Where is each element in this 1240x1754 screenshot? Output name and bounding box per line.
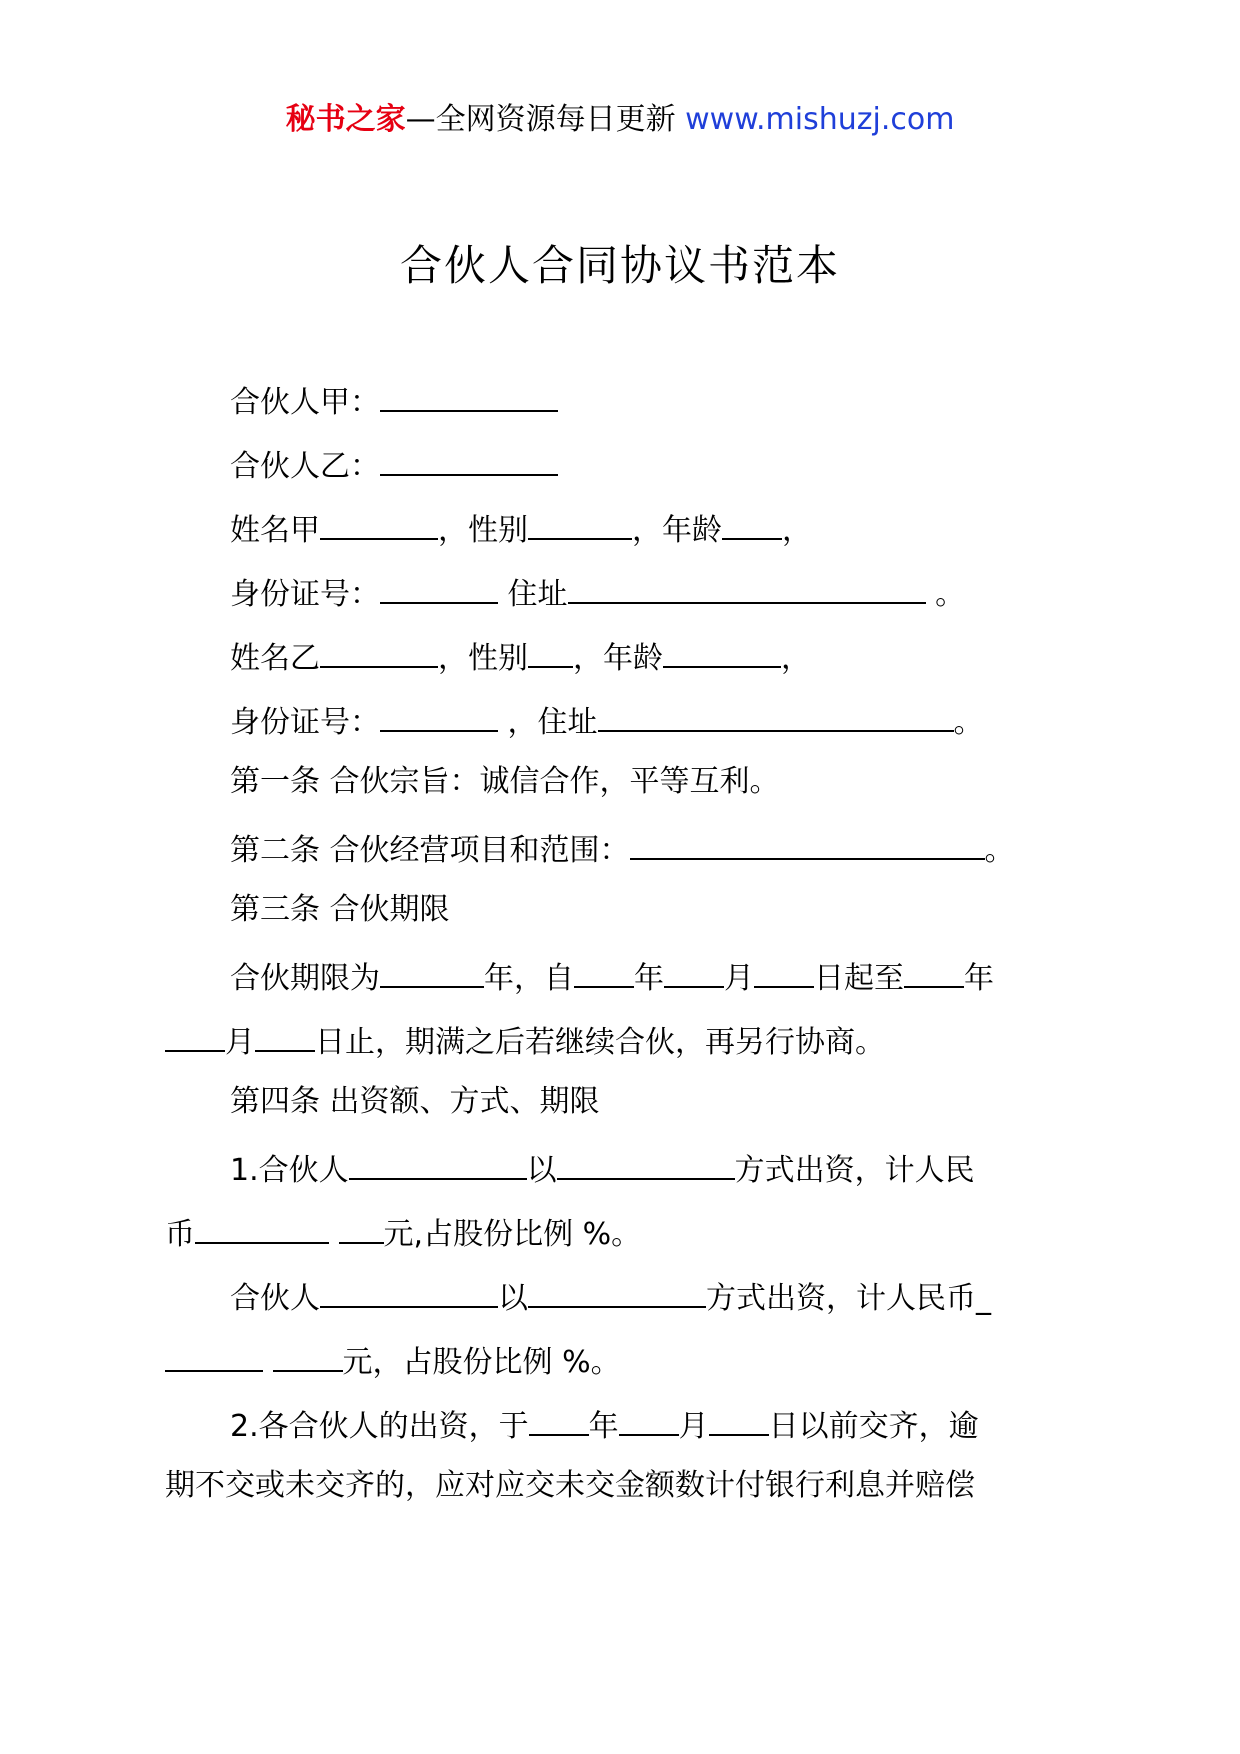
partner-b-blank[interactable] [380,442,558,476]
pay-year-blank[interactable] [529,1402,589,1436]
pay-day-blank[interactable] [709,1402,769,1436]
penalty-line [165,1466,975,1506]
id-a-blank[interactable] [380,570,498,604]
day-until-label: 日起至 [814,961,904,996]
contribution-2-line [230,1274,991,1319]
partner-b-line [230,442,558,487]
contributor-1-blank[interactable] [349,1146,527,1180]
gender-a-blank[interactable] [528,506,632,540]
document-title: 合伙人合同协议书范本 [399,241,840,290]
id-a-line [230,570,965,615]
year-label: 年 [588,1409,619,1444]
age-a-label: ，年龄 [632,513,722,548]
amount-1-blank[interactable] [195,1210,329,1244]
contribution-1-amount-line [165,1210,641,1255]
end-day-blank[interactable] [255,1018,315,1052]
method-1-blank[interactable] [557,1146,735,1180]
name-a-blank[interactable] [320,506,438,540]
id-b-line [230,698,984,743]
month-label: 月 [225,1025,255,1060]
name-b-label: 姓名乙 [230,641,320,676]
site-tagline: —全网资源每日更新 [405,102,676,137]
id-a-label: 身份证号： [230,577,380,612]
gender-b-blank[interactable] [528,634,573,668]
month-label: 月 [724,961,754,996]
amount-1-blank-2[interactable] [339,1210,384,1244]
method-text: 方式出资，计人民 [734,1153,975,1188]
partner-a-label: 合伙人甲： [230,385,380,420]
term-line-1 [230,954,994,999]
article-1 [230,762,780,802]
address-b-blank[interactable] [598,698,954,732]
method-2-blank[interactable] [528,1274,706,1308]
age-b-blank[interactable] [663,634,781,668]
gender-a-label: ，性别 [438,513,528,548]
address-a-blank[interactable] [568,570,926,604]
site-brand: 秘书之家 [285,102,406,137]
term-line-2 [165,1018,885,1063]
payment-deadline-line [230,1402,979,1447]
name-a-line [230,506,812,551]
article-3-heading [230,890,450,930]
payment-deadline-text: 日以前交齐，逾 [768,1409,979,1444]
term-from-label: 年，自 [484,961,574,996]
contribution-1-label: 1.合伙人 [230,1153,349,1188]
age-b-label: ，年龄 [573,641,663,676]
share-ratio-text: 元，占股份比例 %。 [342,1345,621,1380]
period-mark: 。 [925,577,966,612]
start-month-blank[interactable] [664,954,724,988]
currency-label: 币 [165,1217,195,1252]
method-text: 方式出资，计人民币_ [706,1281,991,1316]
amount-2-blank-2[interactable] [273,1338,343,1372]
gender-b-label: ，性别 [438,641,528,676]
term-end-text: 日止，期满之后若继续合伙，再另行协商。 [315,1025,885,1060]
article-1-text: 第一条 合伙宗旨：诚信合作，平等互利。 [230,764,780,799]
article-4-text: 第四条 出资额、方式、期限 [230,1084,600,1119]
age-a-blank[interactable] [722,506,782,540]
amount-2-blank[interactable] [165,1338,263,1372]
article-2 [230,826,1015,871]
share-ratio-text: 元,占股份比例 %。 [383,1217,642,1252]
pay-month-blank[interactable] [619,1402,679,1436]
penalty-text: 期不交或未交齐的，应对应交未交金额数计付银行利息并赔偿 [165,1468,975,1503]
contribution-1-line [230,1146,975,1191]
article-3-text: 第三条 合伙期限 [230,892,450,927]
address-a-label: 住址 [498,577,568,612]
payment-text: 2.各合伙人的出资，于 [230,1409,529,1444]
end-year-blank[interactable] [904,954,964,988]
end-month-blank[interactable] [165,1018,225,1052]
address-b-label: ，住址 [498,705,598,740]
comma: ， [782,513,812,548]
by-label: 以 [526,1153,557,1188]
period-mark: 。 [984,833,1015,868]
month-label: 月 [678,1409,709,1444]
contributor-2-blank[interactable] [320,1274,498,1308]
partner-b-label: 合伙人乙： [230,449,380,484]
partner-a-line [230,378,558,423]
start-year-blank[interactable] [574,954,634,988]
article-2-text: 第二条 合伙经营项目和范围： [230,833,630,868]
start-day-blank[interactable] [754,954,814,988]
contribution-2-label: 合伙人 [230,1281,320,1316]
id-b-blank[interactable] [380,698,498,732]
comma: ， [781,641,811,676]
partner-a-blank[interactable] [380,378,558,412]
year-label: 年 [634,961,664,996]
name-b-blank[interactable] [320,634,438,668]
term-label: 合伙期限为 [230,961,380,996]
period-mark: 。 [953,705,984,740]
site-url-link[interactable]: www.mishuzj.com [685,102,955,137]
by-label: 以 [498,1281,528,1316]
name-b-line [230,634,811,679]
article-4-heading [230,1082,600,1122]
site-header [0,100,1240,140]
name-a-label: 姓名甲 [230,513,320,548]
year-label: 年 [964,961,994,996]
term-years-blank[interactable] [380,954,484,988]
business-scope-blank[interactable] [630,826,985,860]
contribution-2-amount-line [165,1338,621,1383]
id-b-label: 身份证号： [230,705,380,740]
